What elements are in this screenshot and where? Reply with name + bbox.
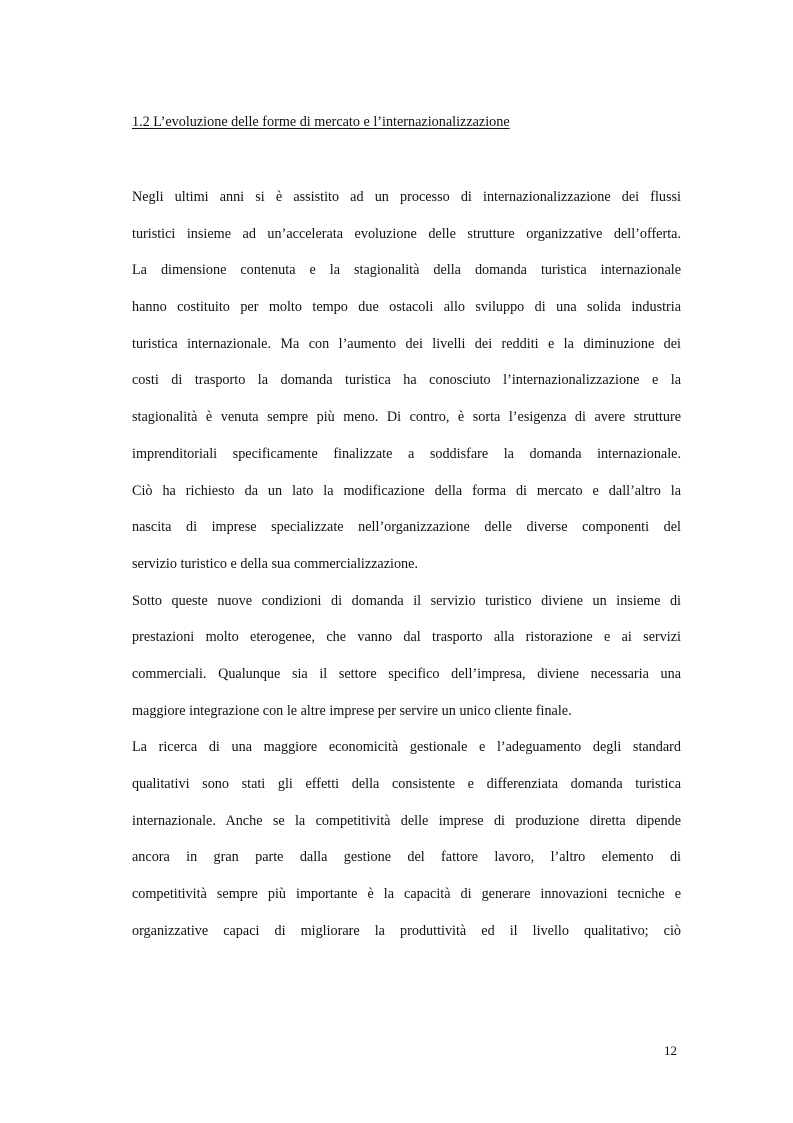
text-line: nascita di imprese specializzate nell’organizzazione delle diverse componenti del [132,519,681,536]
text-line: costi di trasporto la domanda turistica ha conosciuto l’internazionalizzazione e la [132,372,681,389]
text-line: stagionalità è venuta sempre più meno. Di contro, è sorta l’esigenza di avere strutture [132,409,681,426]
text-line: Ciò ha richiesto da un lato la modificazione della forma di mercato e dall’altro la [132,482,681,499]
text-line: Sotto queste nuove condizioni di domanda il servizio turistico diviene un insieme di [132,592,681,609]
text-line: ancora in gran parte dalla gestione del fattore lavoro, l’altro elemento di [132,849,681,866]
text-line: turistici insieme ad un’accelerata evoluzione delle strutture organizzative dell’offerta. [132,225,681,242]
text-line: prestazioni molto eterogenee, che vanno dal trasporto alla ristorazione e ai servizi [132,629,681,646]
text-line: La dimensione contenuta e la stagionalità della domanda turistica internazionale [132,262,681,279]
text-line: maggiore integrazione con le altre imprese per servire un unico cliente finale. [132,702,572,719]
text-line: servizio turistico e della sua commercializzazione. [132,555,418,572]
text-line: qualitativi sono stati gli effetti della consistente e differenziata domanda turistica [132,776,681,792]
section-heading: 1.2 L’evoluzione delle forme di mercato e l’internazionalizzazione [132,114,510,130]
text-line: imprenditoriali specificamente finalizzate a soddisfare la domanda internazionale. [132,445,681,462]
body-text [132,185,681,955]
text-line: Negli ultimi anni si è assistito ad un processo di internazionalizzazione dei flussi [132,189,681,205]
text-line: internazionale. Anche se la competitività delle imprese di produzione diretta dipende [132,812,681,829]
page-number: 12 [664,1043,677,1058]
text-line: commerciali. Qualunque sia il settore specifico dell’impresa, diviene necessaria una [132,665,681,682]
text-line: La ricerca di una maggiore economicità gestionale e l’adeguamento degli standard [132,739,681,756]
text-line: competitività sempre più importante è la capacità di generare innovazioni tecniche e [132,886,681,903]
text-line: organizzative capaci di migliorare la produttività ed il livello qualitativo; ciò [132,922,681,939]
text-line: turistica internazionale. Ma con l’aumento dei livelli dei redditi e la diminuzione dei [132,335,681,352]
text-line: hanno costituito per molto tempo due ostacoli allo sviluppo di una solida industria [132,299,681,316]
